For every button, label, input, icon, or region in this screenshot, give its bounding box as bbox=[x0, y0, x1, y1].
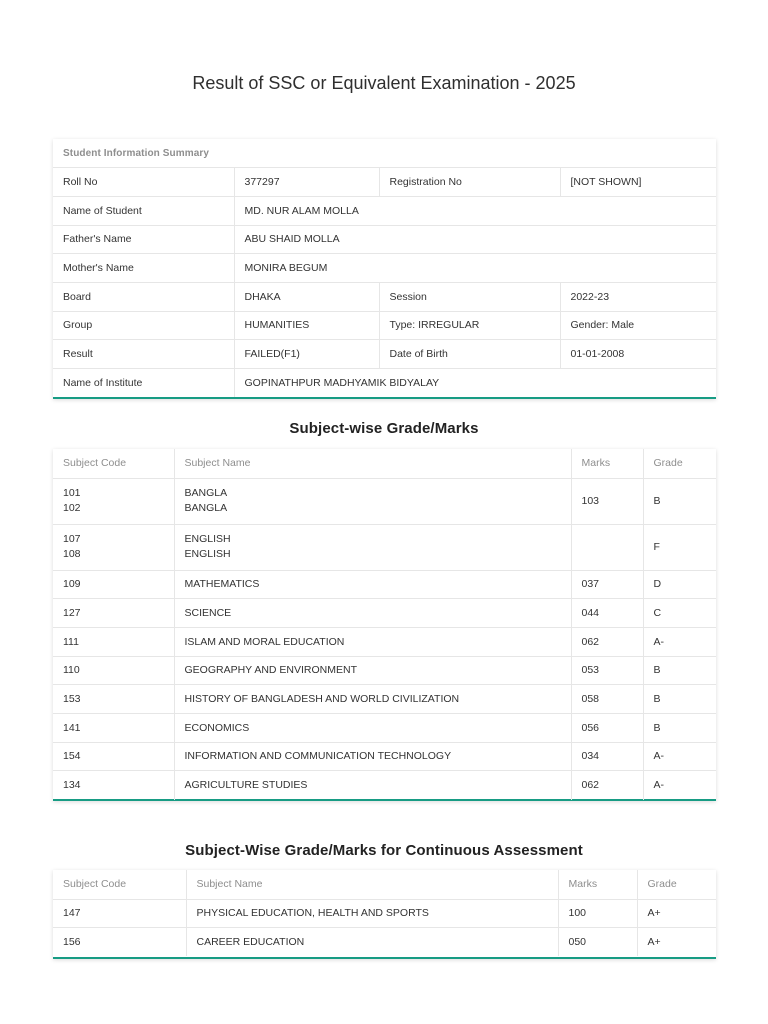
column-header-code: Subject Code bbox=[53, 449, 174, 478]
subject-code: 153 bbox=[53, 685, 174, 714]
subject-marks: 062 bbox=[571, 771, 643, 800]
subject-code-2: 102 bbox=[63, 502, 81, 514]
subject-code: 109 bbox=[53, 570, 174, 599]
subject-grade: A+ bbox=[647, 936, 661, 949]
institute-label: Name of Institute bbox=[53, 369, 234, 398]
subjects-table bbox=[53, 449, 716, 800]
subject-marks: 058 bbox=[571, 685, 643, 714]
info-row-roll bbox=[53, 168, 716, 197]
student-name-label: Name of Student bbox=[53, 196, 234, 225]
table-row bbox=[53, 713, 716, 742]
result-value: FAILED(F1) bbox=[234, 340, 379, 369]
subject-grade: B bbox=[643, 656, 716, 685]
subject-marks: 037 bbox=[571, 570, 643, 599]
continuous-assessment-table bbox=[53, 870, 716, 956]
subject-code-1: 101 bbox=[63, 487, 81, 499]
table-row bbox=[53, 478, 716, 524]
subject-grade: B bbox=[643, 685, 716, 714]
subject-marks: 044 bbox=[571, 599, 643, 628]
info-row-father bbox=[53, 225, 716, 254]
info-row-mother bbox=[53, 254, 716, 283]
subject-name: CAREER EDUCATION bbox=[186, 928, 558, 957]
info-row-institute bbox=[53, 369, 716, 398]
table-row bbox=[53, 656, 716, 685]
subject-code: 154 bbox=[53, 742, 174, 771]
subject-marks: 050 bbox=[558, 928, 637, 957]
info-row-result bbox=[53, 340, 716, 369]
column-header-code: Subject Code bbox=[53, 870, 186, 899]
subject-grade: A+ bbox=[637, 899, 716, 928]
subjects-header-row bbox=[53, 449, 716, 478]
subject-name: PHYSICAL EDUCATION, HEALTH AND SPORTS bbox=[186, 899, 558, 928]
subject-code-2: 108 bbox=[63, 548, 81, 560]
subject-grade: C bbox=[643, 599, 716, 628]
table-row bbox=[53, 570, 716, 599]
subject-name: HISTORY OF BANGLADESH AND WORLD CIVILIZATION bbox=[174, 685, 571, 714]
subject-grade: B bbox=[643, 713, 716, 742]
registration-value: [NOT SHOWN] bbox=[560, 168, 716, 197]
subject-name-2: ENGLISH bbox=[184, 548, 231, 560]
subject-marks: 103 bbox=[571, 478, 643, 524]
column-header-grade: Grade bbox=[643, 449, 716, 478]
student-info-table bbox=[53, 139, 716, 397]
mother-name-value: MONIRA BEGUM bbox=[234, 254, 716, 283]
continuous-assessment-title: Subject-Wise Grade/Marks for Continuous Assessment bbox=[185, 842, 583, 859]
table-row bbox=[53, 524, 716, 570]
subject-code: 134 bbox=[53, 771, 174, 800]
subject-code: 147 bbox=[53, 899, 186, 928]
table-row bbox=[53, 899, 716, 928]
subject-name: GEOGRAPHY AND ENVIRONMENT bbox=[174, 656, 571, 685]
registration-label: Registration No bbox=[379, 168, 560, 197]
table-row bbox=[53, 771, 716, 800]
subject-code: 141 bbox=[53, 713, 174, 742]
subject-grade: A- bbox=[653, 779, 664, 792]
subject-code: 111 bbox=[53, 627, 174, 656]
subject-name: INFORMATION AND COMMUNICATION TECHNOLOGY bbox=[174, 742, 571, 771]
subject-name: ECONOMICS bbox=[174, 713, 571, 742]
subject-name bbox=[174, 478, 571, 524]
board-value: DHAKA bbox=[234, 282, 379, 311]
subject-grade: A- bbox=[643, 742, 716, 771]
student-info-caption: Student Information Summary bbox=[53, 139, 716, 168]
page-title: Result of SSC or Equivalent Examination - 2025 bbox=[192, 73, 576, 93]
subject-code bbox=[53, 478, 174, 524]
subject-grade: B bbox=[643, 478, 716, 524]
subject-name: AGRICULTURE STUDIES bbox=[174, 771, 571, 800]
subject-grade: D bbox=[643, 570, 716, 599]
table-row bbox=[53, 627, 716, 656]
subject-name: ISLAM AND MORAL EDUCATION bbox=[174, 627, 571, 656]
subject-code: 110 bbox=[53, 656, 174, 685]
board-label: Board bbox=[53, 282, 234, 311]
subject-name-1: BANGLA bbox=[184, 487, 228, 499]
mother-name-label: Mother's Name bbox=[53, 254, 234, 283]
subject-marks: 062 bbox=[571, 627, 643, 656]
dob-label: Date of Birth bbox=[379, 340, 560, 369]
roll-value: 377297 bbox=[234, 168, 379, 197]
group-value: HUMANITIES bbox=[234, 311, 379, 340]
father-name-label: Father's Name bbox=[53, 225, 234, 254]
subjects-card bbox=[53, 449, 716, 801]
subject-marks: 056 bbox=[571, 713, 643, 742]
subject-marks: 053 bbox=[571, 656, 643, 685]
subject-grade: A- bbox=[643, 627, 716, 656]
column-header-marks: Marks bbox=[571, 449, 643, 478]
subjects-section-title: Subject-wise Grade/Marks bbox=[289, 420, 479, 437]
father-name-value: ABU SHAID MOLLA bbox=[234, 225, 716, 254]
subject-grade: F bbox=[643, 524, 716, 570]
group-label: Group bbox=[53, 311, 234, 340]
column-header-name: Subject Name bbox=[186, 870, 558, 899]
subject-code: 156 bbox=[53, 928, 186, 957]
subject-code-1: 107 bbox=[63, 533, 81, 545]
session-label: Session bbox=[379, 282, 560, 311]
student-info-card bbox=[53, 139, 716, 399]
subject-name-1: ENGLISH bbox=[184, 533, 231, 545]
roll-label: Roll No bbox=[53, 168, 234, 197]
table-row bbox=[53, 599, 716, 628]
column-header-grade: Grade bbox=[637, 870, 716, 899]
subject-marks bbox=[571, 524, 643, 570]
institute-value: GOPINATHPUR MADHYAMIK BIDYALAY bbox=[244, 377, 440, 390]
continuous-header-row bbox=[53, 870, 716, 899]
gender-value: Gender: Male bbox=[560, 311, 716, 340]
subject-code bbox=[53, 524, 174, 570]
session-value: 2022-23 bbox=[560, 282, 716, 311]
info-row-group bbox=[53, 311, 716, 340]
table-row bbox=[53, 742, 716, 771]
student-name-value: MD. NUR ALAM MOLLA bbox=[234, 196, 716, 225]
type-value: Type: IRREGULAR bbox=[379, 311, 560, 340]
subject-name: SCIENCE bbox=[174, 599, 571, 628]
subject-marks: 034 bbox=[571, 742, 643, 771]
subject-code: 127 bbox=[53, 599, 174, 628]
table-row bbox=[53, 928, 716, 957]
info-row-board bbox=[53, 282, 716, 311]
dob-value: 01-01-2008 bbox=[560, 340, 716, 369]
subject-name-2: BANGLA bbox=[184, 502, 228, 514]
result-label: Result bbox=[53, 340, 234, 369]
info-row-name bbox=[53, 196, 716, 225]
column-header-marks: Marks bbox=[558, 870, 637, 899]
table-row bbox=[53, 685, 716, 714]
continuous-assessment-card bbox=[53, 870, 716, 959]
column-header-name: Subject Name bbox=[174, 449, 571, 478]
subject-marks: 100 bbox=[558, 899, 637, 928]
subject-name bbox=[174, 524, 571, 570]
subject-name: MATHEMATICS bbox=[174, 570, 571, 599]
